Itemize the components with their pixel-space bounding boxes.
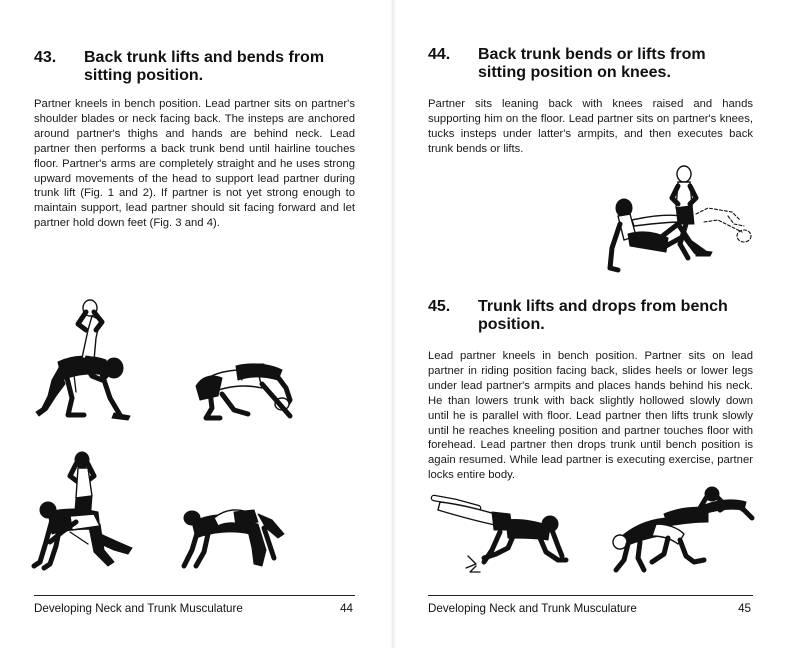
figure-3-forward-sitting-support: [30, 450, 142, 575]
figure-4-forward-sitting-bend: [178, 500, 290, 575]
figure-1-back-trunk-lift: [30, 300, 135, 425]
right-page: [396, 0, 786, 648]
section-43-number: 43.: [34, 49, 57, 66]
section-45-number: 45.: [428, 298, 451, 315]
section-44-body: Partner sits leaning back with knees raised and hands supporting him on the floor. Lead partner sits on partner's knees, tucks insteps under latter's armpits, and then executes back trunk bends or lifts.: [428, 98, 753, 155]
section-45-body: Lead partner kneels in bench position. Partner sits on lead partner in riding position facing back, slides heels or lower legs under lead partner's armpits and places hands behind his neck. He than lowers trunk with back slightly hollowed slowly down until he is parallel with floor. Lead partner then lifts trunk slowly until he reaches kneeling position and partner touches floor with forehead. Lead partner then drops trunk until bench position is again resumed. While lead partner is executing exercise, partner locks entire body.: [428, 350, 753, 482]
left-footer: [34, 595, 355, 620]
figure-45-trunk-lift: [604, 484, 756, 574]
left-page: [0, 0, 390, 648]
right-footer-title: Developing Neck and Trunk Musculature: [428, 602, 637, 615]
section-44-title-line1: Back trunk bends or lifts from: [478, 46, 706, 63]
figure-44-knee-sitting-bend: [608, 164, 756, 272]
section-43-heading: [34, 49, 324, 85]
section-43-body: Partner kneels in bench position. Lead partner sits on partner's shoulder blades or neck facing back. The insteps are anchored around partner's thighs and hands are behind neck. Lead partner then performs a back trunk bend until hairline touches floor. Partner's arms are completely straight and he uses strong upward movements of the head to support lead partner during trunk lift (Fig. 1 and 2). If partner is not yet strong enough to maintain support, lead partner should sit facing forward and let partner hold down feet (Fig. 3 and 4).: [34, 98, 355, 230]
section-43-title-line2: sitting position.: [84, 67, 204, 84]
figure-2-back-trunk-bend: [182, 356, 297, 426]
left-footer-title: Developing Neck and Trunk Musculature: [34, 602, 243, 615]
section-45-title-line1: Trunk lifts and drops from bench: [478, 298, 728, 315]
left-page-number: 44: [340, 602, 353, 615]
section-45-heading: [428, 298, 728, 334]
section-43-title-line1: Back trunk lifts and bends from: [84, 49, 325, 66]
figure-45-trunk-drop: [430, 484, 572, 574]
right-footer: [428, 595, 753, 620]
section-45-title-line2: position.: [478, 316, 545, 333]
section-44-title-line2: sitting position on knees.: [478, 64, 671, 81]
section-44-number: 44.: [428, 46, 451, 63]
section-44-heading: [428, 46, 706, 82]
right-page-number: 45: [738, 602, 751, 615]
